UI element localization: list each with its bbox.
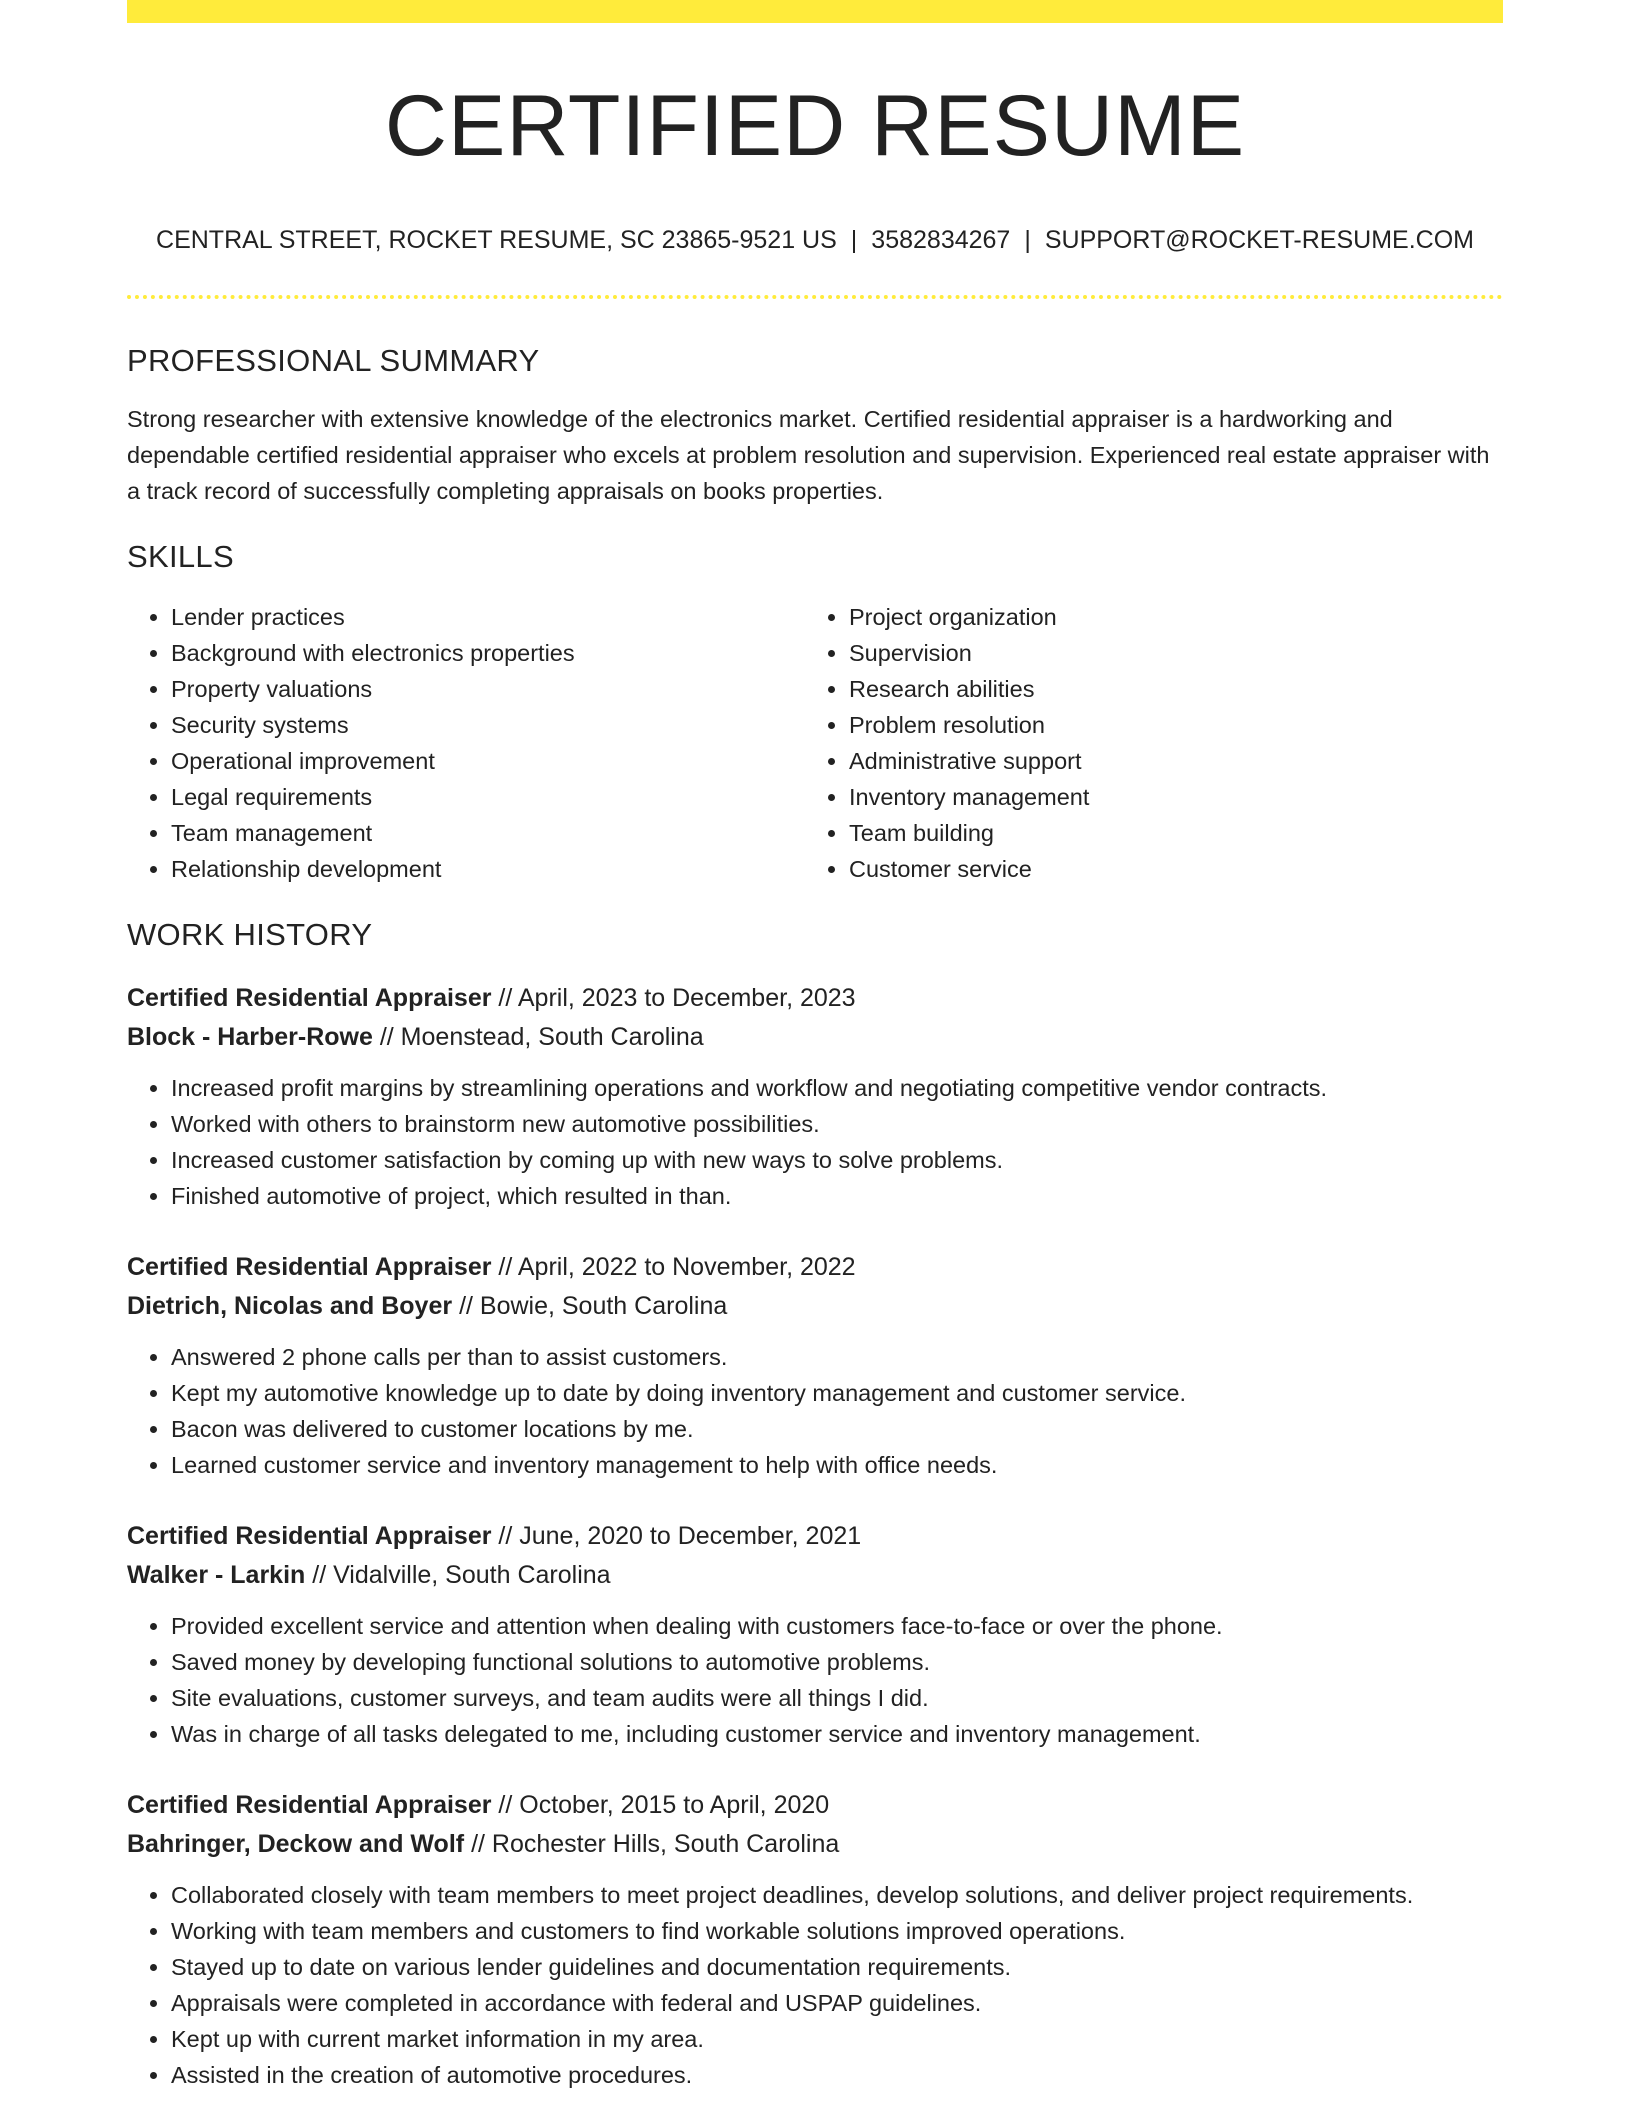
job-bullet: • Learned customer service and inventory management to help with office needs.	[171, 1447, 1503, 1483]
skill-item: • Administrative support	[849, 743, 1483, 779]
job-entry	[127, 979, 1503, 1214]
top-accent-bar	[127, 0, 1503, 23]
job-title: Certified Residential Appraiser	[127, 984, 492, 1012]
job-title: Certified Residential Appraiser	[127, 1253, 492, 1281]
contact-separator: |	[1024, 226, 1031, 254]
job-bullet: • Saved money by developing functional solutions to automotive problems.	[171, 1644, 1503, 1680]
job-dates: // April, 2023 to December, 2023	[498, 984, 856, 1012]
summary-heading: PROFESSIONAL SUMMARY	[127, 343, 540, 378]
skills-list-right	[805, 599, 1483, 887]
skill-item: • Customer service	[849, 851, 1483, 887]
skill-item: • Team building	[849, 815, 1483, 851]
contact-address: CENTRAL STREET, ROCKET RESUME, SC 23865-9521 US	[156, 226, 837, 254]
job-bullets	[127, 1070, 1503, 1214]
job-dates: // June, 2020 to December, 2021	[498, 1522, 862, 1550]
job-bullet: • Provided excellent service and attention when dealing with customers face-to-face or over the phone.	[171, 1608, 1503, 1644]
job-title: Certified Residential Appraiser	[127, 1791, 492, 1819]
job-company-line	[127, 1556, 1503, 1595]
job-bullet: • Appraisals were completed in accordance with federal and USPAP guidelines.	[171, 1985, 1503, 2021]
job-dates: // October, 2015 to April, 2020	[498, 1791, 830, 1819]
job-bullet: • Worked with others to brainstorm new automotive possibilities.	[171, 1106, 1503, 1142]
job-company-line	[127, 1018, 1503, 1057]
skills-list-left	[127, 599, 805, 887]
job-entry	[127, 1517, 1503, 1752]
skill-item: • Background with electronics properties	[171, 635, 805, 671]
job-bullet: • Stayed up to date on various lender guidelines and documentation requirements.	[171, 1949, 1503, 1985]
contact-separator: |	[850, 226, 858, 254]
job-bullets	[127, 1608, 1503, 1752]
job-entry	[127, 1786, 1503, 2093]
dotted-divider	[127, 295, 1503, 299]
job-location: // Bowie, South Carolina	[459, 1292, 728, 1320]
job-location: // Vidalville, South Carolina	[312, 1561, 611, 1589]
job-location: // Moenstead, South Carolina	[379, 1023, 704, 1051]
job-location: // Rochester Hills, South Carolina	[471, 1830, 840, 1858]
job-company: Walker - Larkin	[127, 1561, 306, 1589]
skills-columns	[127, 599, 1503, 887]
summary-text: Strong researcher with extensive knowledge of the electronics market. Certified residential appraiser is a hardworking and dependable certified residential appraiser who excels at problem resolution and supervision. Experienced real estate appraiser with a track record of successfully completing appraisals on books properties.	[127, 406, 1490, 504]
job-bullet: • Was in charge of all tasks delegated to me, including customer service and inventory management.	[171, 1716, 1503, 1752]
job-bullet: • Collaborated closely with team members to meet project deadlines, develop solutions, and deliver project requirements.	[171, 1877, 1503, 1913]
work-history-heading: WORK HISTORY	[127, 917, 373, 952]
job-bullet: • Answered 2 phone calls per than to assist customers.	[171, 1339, 1503, 1375]
job-dates: // April, 2022 to November, 2022	[498, 1253, 856, 1281]
job-company: Bahringer, Deckow and Wolf	[127, 1830, 465, 1858]
job-bullet: • Increased profit margins by streamlining operations and workflow and negotiating competitive vendor contracts.	[171, 1070, 1503, 1106]
skill-item: • Relationship development	[171, 851, 805, 887]
contact-line	[127, 226, 1503, 255]
skill-item: • Project organization	[849, 599, 1483, 635]
job-bullet: • Assisted in the creation of automotive procedures.	[171, 2057, 1503, 2093]
job-title-line	[127, 979, 1503, 1018]
job-company: Dietrich, Nicolas and Boyer	[127, 1292, 453, 1320]
job-bullet: • Increased customer satisfaction by coming up with new ways to solve problems.	[171, 1142, 1503, 1178]
skill-item: • Legal requirements	[171, 779, 805, 815]
candidate-name: CERTIFIED RESUME	[384, 78, 1246, 174]
job-bullets	[127, 1339, 1503, 1483]
job-bullet: • Working with team members and customers to find workable solutions improved operations.	[171, 1913, 1503, 1949]
skill-item: • Security systems	[171, 707, 805, 743]
contact-email: SUPPORT@ROCKET-RESUME.COM	[1044, 226, 1474, 254]
job-company-line	[127, 1825, 1503, 1864]
skill-item: • Lender practices	[171, 599, 805, 635]
job-bullets	[127, 1877, 1503, 2093]
skills-heading: SKILLS	[127, 539, 234, 574]
job-bullet: • Kept up with current market information in my area.	[171, 2021, 1503, 2057]
job-company: Block - Harber-Rowe	[127, 1023, 373, 1051]
job-title-line	[127, 1517, 1503, 1556]
skill-item: • Research abilities	[849, 671, 1483, 707]
job-bullet: • Site evaluations, customer surveys, and team audits were all things I did.	[171, 1680, 1503, 1716]
job-company-line	[127, 1287, 1503, 1326]
job-title-line	[127, 1786, 1503, 1825]
resume-page	[127, 0, 1503, 2093]
skill-item: • Supervision	[849, 635, 1483, 671]
skill-item: • Inventory management	[849, 779, 1483, 815]
skill-item: • Problem resolution	[849, 707, 1483, 743]
job-bullet: • Finished automotive of project, which resulted in than.	[171, 1178, 1503, 1214]
job-bullet: • Bacon was delivered to customer locations by me.	[171, 1411, 1503, 1447]
job-title: Certified Residential Appraiser	[127, 1522, 492, 1550]
job-title-line	[127, 1248, 1503, 1287]
contact-phone: 3582834267	[871, 226, 1011, 254]
job-entry	[127, 1248, 1503, 1483]
job-bullet: • Kept my automotive knowledge up to date by doing inventory management and customer service.	[171, 1375, 1503, 1411]
skill-item: • Team management	[171, 815, 805, 851]
work-history-list	[127, 979, 1503, 2093]
skill-item: • Operational improvement	[171, 743, 805, 779]
skill-item: • Property valuations	[171, 671, 805, 707]
